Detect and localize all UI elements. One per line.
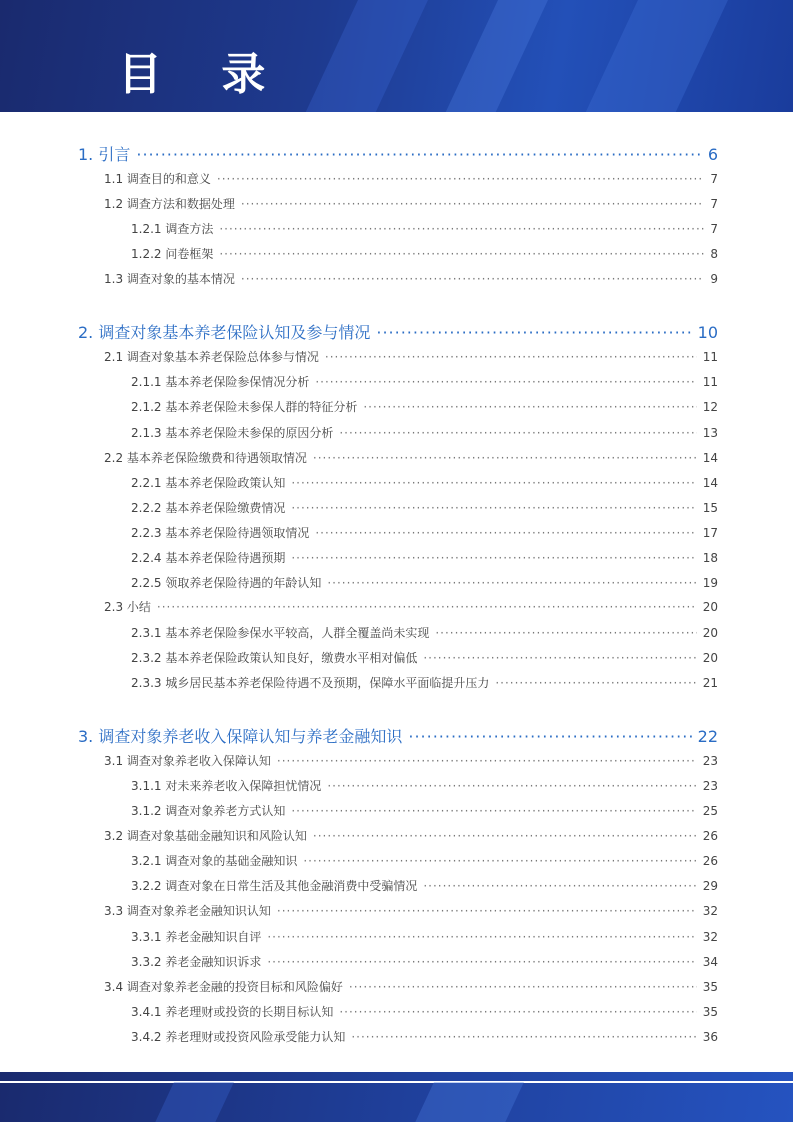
toc-entry-level1[interactable] (78, 320, 718, 343)
toc-entry-label: 2.2 基本养老保险缴费和待遇领取情况 (104, 451, 307, 465)
toc-entry-label: 2. 调查对象基本养老保险认知及参与情况 (78, 323, 371, 342)
decorative-stripe (577, 0, 732, 112)
toc-leader-dots (291, 551, 696, 565)
toc-entry-label: 1.2 调查方法和数据处理 (104, 197, 235, 211)
toc-entry-level3[interactable] (131, 245, 718, 262)
toc-leader-dots (376, 323, 691, 342)
toc-entry-level2[interactable] (104, 270, 718, 287)
toc-entry-page-number: 11 (702, 375, 718, 389)
toc-entry-label: 3.1.2 调查对象养老方式认知 (131, 804, 286, 818)
toc-leader-dots (363, 400, 696, 414)
toc-entry-label: 1.2.1 调查方法 (131, 222, 214, 236)
toc-entry-page-number: 7 (710, 172, 718, 186)
toc-leader-dots (303, 854, 696, 868)
toc-leader-dots (241, 272, 704, 286)
toc-entry-level3[interactable] (131, 373, 718, 390)
toc-entry-page-number: 32 (702, 904, 718, 918)
toc-leader-dots (408, 727, 691, 746)
toc-entry-page-number: 14 (702, 451, 718, 465)
toc-entry-level2[interactable] (104, 170, 718, 187)
toc-entry-page-number: 10 (697, 323, 718, 342)
toc-entry-page-number: 7 (710, 197, 718, 211)
toc-entry-level3[interactable] (131, 1003, 718, 1020)
toc-entry-label: 1. 引言 (78, 145, 131, 164)
toc-leader-dots (313, 829, 697, 843)
toc-entry-page-number: 19 (702, 576, 718, 590)
toc-leader-dots (277, 754, 697, 768)
toc-entry-label: 1.1 调查目的和意义 (104, 172, 211, 186)
toc-entry-page-number: 20 (702, 626, 718, 640)
toc-leader-dots (313, 451, 697, 465)
toc-entry-page-number: 26 (702, 854, 718, 868)
toc-leader-dots (349, 980, 697, 994)
decorative-stripe (146, 1082, 234, 1122)
toc-entry-page-number: 32 (702, 930, 718, 944)
toc-entry-level3[interactable] (131, 549, 718, 566)
page-footer-banner (0, 1072, 793, 1122)
toc-entry-label: 1.2.2 问卷框架 (131, 247, 214, 261)
toc-entry-level2[interactable] (104, 348, 718, 365)
decorative-stripe (437, 0, 552, 112)
toc-entry-label: 3.2.1 调查对象的基础金融知识 (131, 854, 298, 868)
toc-entry-level2[interactable] (104, 195, 718, 212)
toc-entry-label: 2.1.2 基本养老保险未参保人群的特征分析 (131, 400, 358, 414)
toc-entry-page-number: 35 (702, 1005, 718, 1019)
toc-leader-dots (136, 145, 701, 164)
toc-entry-label: 2.2.2 基本养老保险缴费情况 (131, 501, 286, 515)
toc-leader-dots (351, 1030, 696, 1044)
decorative-stripe (297, 0, 432, 112)
toc-leader-dots (291, 804, 696, 818)
toc-leader-dots (219, 222, 704, 236)
toc-entry-label: 2.1.3 基本养老保险未参保的原因分析 (131, 426, 334, 440)
toc-entry-page-number: 35 (702, 980, 718, 994)
footer-divider (0, 1081, 793, 1083)
toc-entry-label: 1.3 调查对象的基本情况 (104, 272, 235, 286)
toc-entry-page-number: 20 (702, 651, 718, 665)
decorative-stripe (406, 1082, 524, 1122)
toc-entry-label: 2.3.2 基本养老保险政策认知良好，缴费水平相对偏低 (131, 651, 418, 665)
toc-entry-label: 3. 调查对象养老收入保障认知与养老金融知识 (78, 727, 403, 746)
toc-leader-dots (423, 879, 696, 893)
toc-leader-dots (435, 626, 696, 640)
toc-entry-level3[interactable] (131, 928, 718, 945)
toc-entry-level3[interactable] (131, 524, 718, 541)
toc-entry-level1[interactable] (78, 724, 718, 747)
toc-entry-level3[interactable] (131, 474, 718, 491)
toc-entry-label: 2.1 调查对象基本养老保险总体参与情况 (104, 350, 319, 364)
toc-entry-level1[interactable] (78, 142, 718, 165)
toc-leader-dots (339, 426, 696, 440)
toc-entry-page-number: 13 (702, 426, 718, 440)
toc-leader-dots (291, 476, 696, 490)
toc-entry-label: 2.2.5 领取养老保险待遇的年龄认知 (131, 576, 322, 590)
toc-entry-page-number: 11 (702, 350, 718, 364)
toc-entry-level2[interactable] (104, 752, 718, 769)
toc-entry-page-number: 8 (710, 247, 718, 261)
toc-entry-page-number: 17 (702, 526, 718, 540)
toc-entry-label: 3.3.2 养老金融知识诉求 (131, 955, 262, 969)
toc-entry-level3[interactable] (131, 802, 718, 819)
toc-entry-page-number: 21 (702, 676, 718, 690)
page-title: 目 录 (118, 49, 288, 100)
toc-entry-label: 2.3 小结 (104, 600, 151, 614)
toc-entry-page-number: 20 (702, 600, 718, 614)
toc-entry-level3[interactable] (131, 624, 718, 641)
page-header-banner (0, 0, 793, 112)
toc-entry-label: 2.2.3 基本养老保险待遇领取情况 (131, 526, 310, 540)
toc-leader-dots (157, 600, 697, 614)
toc-leader-dots (267, 955, 696, 969)
toc-entry-level3[interactable] (131, 574, 718, 591)
toc-entry-label: 3.2.2 调查对象在日常生活及其他金融消费中受骗情况 (131, 879, 418, 893)
toc-entry-label: 3.4 调查对象养老金融的投资目标和风险偏好 (104, 980, 343, 994)
toc-leader-dots (241, 197, 704, 211)
toc-entry-label: 3.2 调查对象基础金融知识和风险认知 (104, 829, 307, 843)
toc-entry-label: 2.3.3 城乡居民基本养老保险待遇不及预期，保障水平面临提升压力 (131, 676, 490, 690)
toc-entry-level2[interactable] (104, 902, 718, 919)
toc-leader-dots (325, 350, 697, 364)
toc-leader-dots (327, 576, 696, 590)
toc-entry-label: 3.4.1 养老理财或投资的长期目标认知 (131, 1005, 334, 1019)
toc-entry-label: 3.1.1 对未来养老收入保障担忧情况 (131, 779, 322, 793)
toc-leader-dots (267, 930, 696, 944)
toc-entry-page-number: 23 (702, 754, 718, 768)
toc-entry-label: 2.2.4 基本养老保险待遇预期 (131, 551, 286, 565)
toc-entry-level3[interactable] (131, 649, 718, 666)
toc-entry-level3[interactable] (131, 398, 718, 415)
toc-entry-level2[interactable] (104, 598, 718, 615)
toc-entry-level3[interactable] (131, 777, 718, 794)
toc-entry-page-number: 23 (702, 779, 718, 793)
toc-entry-label: 3.3 调查对象养老金融知识认知 (104, 904, 271, 918)
toc-entry-label: 3.3.1 养老金融知识自评 (131, 930, 262, 944)
toc-entry-level3[interactable] (131, 852, 718, 869)
toc-entry-page-number: 26 (702, 829, 718, 843)
toc-leader-dots (315, 375, 696, 389)
toc-entry-page-number: 15 (702, 501, 718, 515)
toc-leader-dots (291, 501, 696, 515)
toc-leader-dots (339, 1005, 696, 1019)
toc-entry-page-number: 14 (702, 476, 718, 490)
toc-entry-level3[interactable] (131, 877, 718, 894)
toc-entry-level3[interactable] (131, 220, 718, 237)
toc-leader-dots (315, 526, 696, 540)
toc-entry-level2[interactable] (104, 827, 718, 844)
toc-leader-dots (327, 779, 696, 793)
toc-entry-page-number: 18 (702, 551, 718, 565)
toc-entry-level3[interactable] (131, 1028, 718, 1045)
toc-entry-page-number: 7 (710, 222, 718, 236)
toc-entry-level3[interactable] (131, 674, 718, 691)
toc-entry-label: 2.2.1 基本养老保险政策认知 (131, 476, 286, 490)
toc-entry-level3[interactable] (131, 424, 718, 441)
toc-entry-label: 2.1.1 基本养老保险参保情况分析 (131, 375, 310, 389)
toc-leader-dots (495, 676, 696, 690)
toc-entry-level2[interactable] (104, 449, 718, 466)
toc-entry-label: 2.3.1 基本养老保险参保水平较高，人群全覆盖尚未实现 (131, 626, 430, 640)
toc-leader-dots (219, 247, 704, 261)
toc-entry-level3[interactable] (131, 953, 718, 970)
toc-entry-page-number: 25 (702, 804, 718, 818)
toc-entry-page-number: 34 (702, 955, 718, 969)
toc-entry-page-number: 12 (702, 400, 718, 414)
toc-entry-level2[interactable] (104, 978, 718, 995)
toc-entry-page-number: 6 (707, 145, 718, 164)
toc-entry-page-number: 29 (702, 879, 718, 893)
toc-leader-dots (277, 904, 697, 918)
toc-entry-page-number: 22 (697, 727, 718, 746)
toc-leader-dots (423, 651, 696, 665)
toc-entry-page-number: 9 (710, 272, 718, 286)
toc-leader-dots (217, 172, 704, 186)
toc-entry-label: 3.1 调查对象养老收入保障认知 (104, 754, 271, 768)
toc-entry-level3[interactable] (131, 499, 718, 516)
toc-entry-page-number: 36 (702, 1030, 718, 1044)
toc-entry-label: 3.4.2 养老理财或投资风险承受能力认知 (131, 1030, 346, 1044)
